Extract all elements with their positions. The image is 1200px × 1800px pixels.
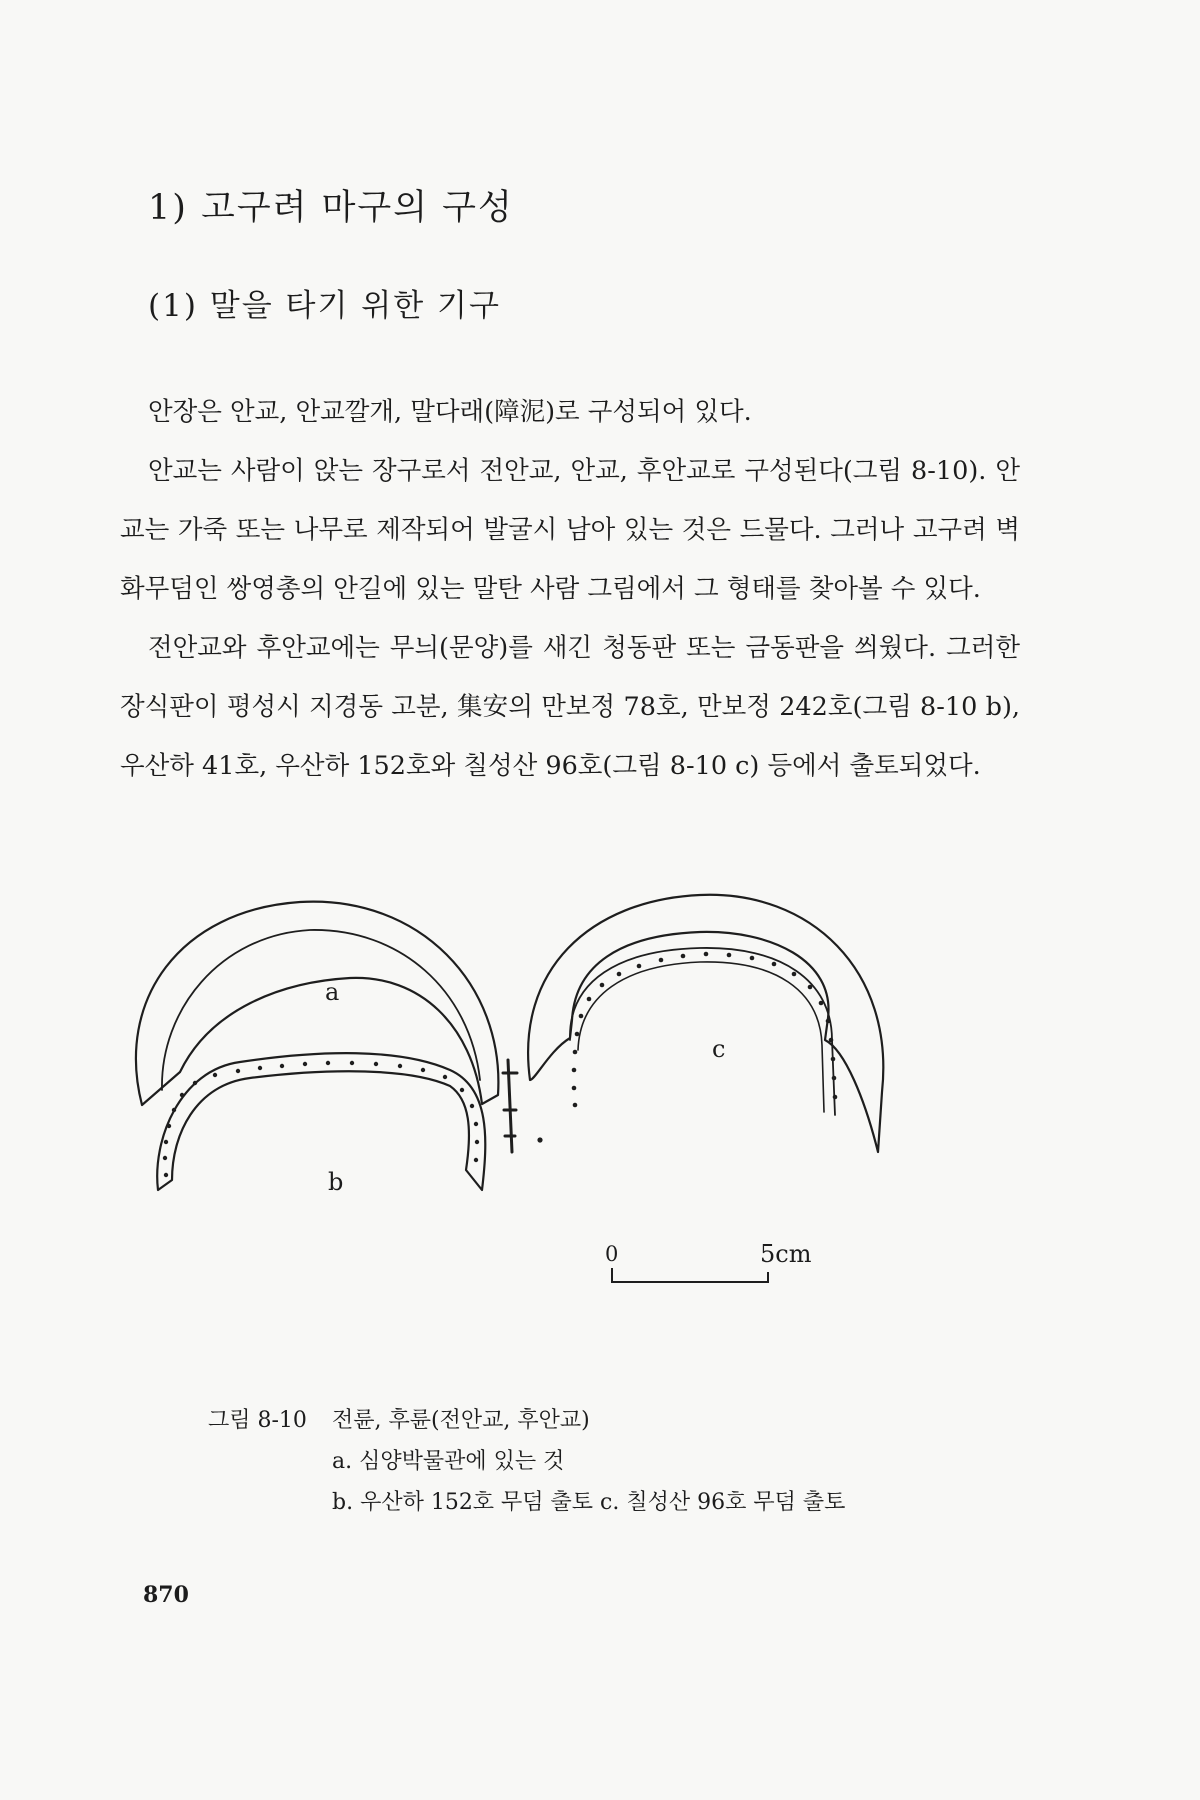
profile-b bbox=[503, 1060, 517, 1152]
saddle-bow-drawings bbox=[120, 890, 1020, 1350]
figure-caption bbox=[208, 1400, 845, 1523]
scale-cm-label: 5cm bbox=[760, 1240, 812, 1268]
caption-title-line bbox=[208, 1400, 845, 1441]
scale-zero-label: 0 bbox=[605, 1242, 619, 1266]
label-c: c bbox=[712, 1035, 726, 1063]
subsection-heading: (1) 말을 타기 위한 기구 bbox=[148, 288, 501, 324]
rivets-b bbox=[163, 1061, 479, 1177]
rivets-c bbox=[537, 952, 837, 1143]
label-a: a bbox=[325, 978, 340, 1006]
caption-line-a: a. 심양박물관에 있는 것 bbox=[332, 1449, 565, 1474]
caption-number: 그림 8-10 bbox=[208, 1408, 307, 1433]
caption-line-bc: b. 우산하 152호 무덤 출토 c. 칠성산 96호 무덤 출토 bbox=[332, 1490, 846, 1515]
caption-title: 전륜, 후륜(전안교, 후안교) bbox=[332, 1408, 590, 1433]
label-b: b bbox=[328, 1168, 344, 1196]
paragraph-decorative-plates: 전안교와 후안교에는 무늬(문양)를 새긴 청동판 또는 금동판을 씌웠다. 그러한 장식판이 평성시 지경동 고분, 集安의 만보정 78호, 만보정 242호(그림 8-10 b), 우산하 41호, 우산하 152호와 칠성산 96호(그림 8-10 c) 등에서 출토되었다. bbox=[120, 633, 1020, 781]
figure-8-10 bbox=[120, 890, 1020, 1350]
section-heading: 1) 고구려 마구의 구성 bbox=[148, 188, 514, 228]
scale-bar bbox=[612, 1268, 768, 1282]
drawing-a bbox=[136, 902, 498, 1105]
paragraph-saddle-components: 안장은 안교, 안교깔개, 말다래(障泥)로 구성되어 있다. bbox=[148, 397, 752, 427]
page-number: 870 bbox=[143, 1582, 189, 1608]
drawing-b bbox=[157, 1053, 485, 1190]
paragraph-saddle-bow: 안교는 사람이 앉는 장구로서 전안교, 안교, 후안교로 구성된다(그림 8-10). 안교는 가죽 또는 나무로 제작되어 발굴시 남아 있는 것은 드물다. 그러나 고구려 벽화무덤인 쌍영총의 안길에 있는 말탄 사람 그림에서 그 형태를 찾아볼 수 있다. bbox=[120, 456, 1020, 604]
body-text bbox=[120, 383, 1020, 796]
